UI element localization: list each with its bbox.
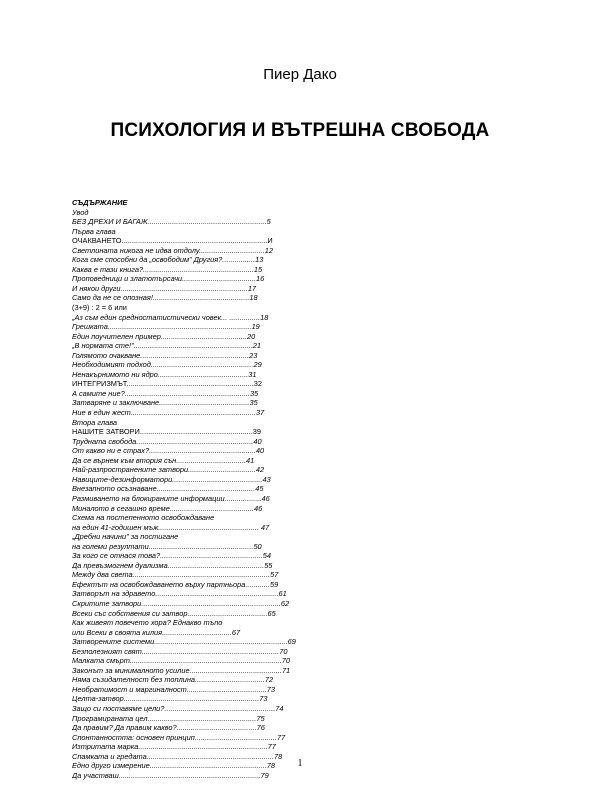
toc-entry: „Аз съм един средностатистически човек... ...............18 — [72, 312, 269, 322]
toc-entry: Ефектът на освобождаването върху партньора............59 — [72, 579, 279, 589]
toc-entry: Внезапното осъзнаване................................................45 — [72, 484, 264, 494]
toc-entry: (3+9) : 2 = 6 или — [72, 303, 127, 313]
toc-entry: А самите ние?.............................................................35 — [72, 388, 259, 398]
toc-entry: на един 41-годишен мъж................................................. 47 — [72, 522, 270, 532]
toc-entry: Да правим? Да правим какво?.......................................76 — [72, 723, 265, 733]
toc-entry: Малката смърт..........................................................................70 — [72, 656, 290, 666]
toc-entry: Безполезният свят...................................................................70 — [72, 646, 288, 656]
toc-entry: Грешката......................................................................19 — [72, 322, 260, 332]
author: Пиер Дако — [263, 66, 337, 83]
toc-entry: Ние в един жест.............................................................37 — [72, 408, 265, 418]
toc-entry: Затворът на здравето............................................................61 — [72, 589, 287, 599]
toc-entry: И някои други..............................................................17 — [72, 283, 257, 293]
toc-entry: Програмираната цел.....................................................75 — [72, 713, 265, 723]
toc-entry: ИНТЕГРИЗМЪТ..............................................................32 — [72, 379, 263, 389]
toc-entry: Втора глава — [72, 417, 118, 427]
toc-entry: Затваряне и заключване............................................35 — [72, 398, 258, 408]
toc-entry: Кога сме способни да „освободим" Другия?................13 — [72, 255, 264, 265]
toc-entry: Ненакърнимото ни ядро............................................31 — [72, 369, 257, 379]
toc-entry: Каква е тази книга?......................................................15 — [72, 264, 263, 274]
toc-entry: Изтритата марка...............................................................77 — [72, 742, 276, 752]
table-of-contents — [72, 198, 312, 780]
toc-entry: Един поучителен пример..........................................20 — [72, 331, 256, 341]
toc-entry: Най-разпространените затвори.................................42 — [72, 465, 265, 475]
toc-entry: От какво ни е страх?....................................................40 — [72, 446, 265, 456]
toc-entry: НАШИТЕ ЗАТВОРИ.......................................................39 — [72, 427, 262, 437]
toc-entry: Законът за минималното усилие.............................................71 — [72, 665, 291, 675]
toc-entry: Няма съзидателност без топлина..................................72 — [72, 675, 274, 685]
toc-entry: „Дребни начини" за постигане — [72, 532, 179, 542]
toc-entry: Голямото очакване.....................................................23 — [72, 350, 258, 360]
toc-heading: СЪДЪРЖАНИЕ — [72, 198, 128, 207]
book-title: ПСИХОЛОГИЯ И ВЪТРЕШНА СВОБОДА — [110, 120, 490, 141]
toc-entry: Размиването на блокираните информации..................46 — [72, 493, 270, 503]
toc-entry: Целта-затвор..................................................................73 — [72, 694, 268, 704]
toc-entry: „В нормата сте!"..........................................................21 — [72, 341, 262, 351]
toc-entry: или Всеки в своята килия..................................67 — [72, 627, 241, 637]
page-number: 1 — [297, 758, 303, 769]
toc-entry: Да се върнем към втория сън..................................41 — [72, 455, 255, 465]
toc-entry: Всеки със собствения си затвор.......................................65 — [72, 608, 276, 618]
toc-entry: Да участваш.....................................................................79 — [72, 770, 269, 780]
toc-entry: Навиците-дезинформатори............................................43 — [72, 474, 271, 484]
toc-entry: Спонтанността: основен принцип........................................77 — [72, 732, 286, 742]
toc-entry: Трудната свобода.........................................................40 — [72, 436, 262, 446]
toc-entry: Проповедници и златотърсачи....................................16 — [72, 274, 265, 284]
toc-entry: Само да не се опозная!...............................................18 — [72, 293, 258, 303]
toc-list — [72, 208, 312, 781]
toc-entry: ОЧАКВАНЕТО.......................................................................И — [72, 236, 273, 246]
toc-entry: Затворените системи.................................................................69 — [72, 637, 296, 647]
toc-entry: Между два света...................................................................57 — [72, 570, 279, 580]
toc-entry: Увод — [72, 207, 89, 217]
toc-entry: Необходимият подход..................................................29 — [72, 360, 262, 370]
toc-entry: Схема на постепенното освобождаване — [72, 513, 215, 523]
toc-entry: Спамката и гредата..............................................................78 — [72, 751, 283, 761]
toc-entry: Едно друго измерение.........................................................78 — [72, 761, 276, 771]
toc-entry: Защо си поставяме цели?......................................................74 — [72, 703, 284, 713]
toc-entry: Скритите затвори....................................................................62 — [72, 598, 290, 608]
toc-entry: За кого се отнася това?..................................................54 — [72, 551, 272, 561]
toc-entry: Първа глава — [72, 226, 116, 236]
toc-entry: Как живеят повечето хора? Еднакво тъпо — [72, 618, 223, 628]
toc-entry: Необратимост и маргиналност.......................................73 — [72, 684, 276, 694]
toc-entry: БЕЗ ДРЕХИ И БАГАЖ..........................................................5 — [72, 217, 271, 227]
toc-entry: Светлината никога не идва отдолу................................12 — [72, 245, 273, 255]
toc-entry: Миналото в сегашно време.........................................46 — [72, 503, 263, 513]
toc-entry: Да превъзмогнем дуализма...............................................55 — [72, 560, 273, 570]
toc-entry: на големи резултати...................................................50 — [72, 541, 262, 551]
